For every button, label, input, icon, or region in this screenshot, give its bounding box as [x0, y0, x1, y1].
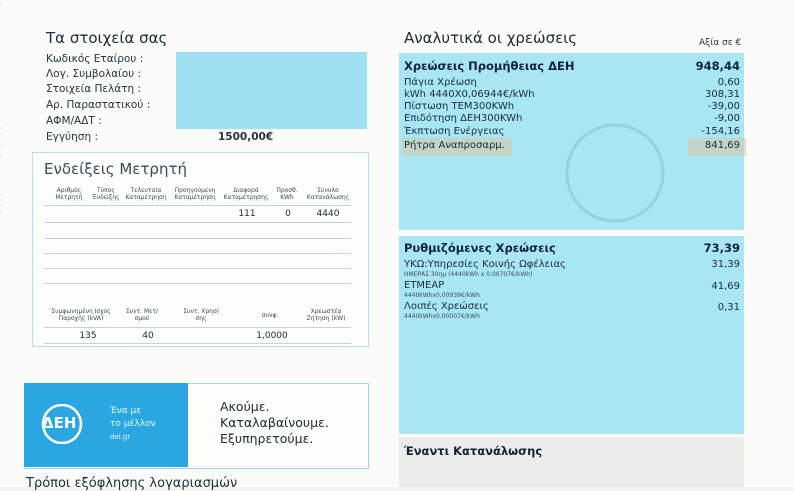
- banner-line-2: Καταλαβαίνουμε.: [220, 415, 329, 430]
- charge-value: -9,00: [714, 113, 740, 124]
- charge-label: Έκπτωση Ενέργειας: [404, 126, 505, 137]
- meter-value-total: 4440: [316, 209, 340, 219]
- field-label-deposit: Εγγύηση :: [46, 131, 98, 143]
- charge-label: ΕΤΜΕΑΡ: [404, 280, 445, 291]
- meter-header: Αριθμός Μετρητή: [55, 187, 83, 201]
- charge-value: 0,31: [717, 302, 740, 313]
- charge-value: 0,60: [717, 77, 740, 88]
- banner-site: dei.gr: [110, 433, 131, 441]
- charges-section-title: Αναλυτικά οι χρεώσεις: [404, 29, 578, 47]
- charge-value: -39,00: [707, 101, 740, 112]
- meter-value-additional: 0: [285, 209, 291, 219]
- field-label-contract: Λογ. Συμβολαίου :: [46, 68, 142, 80]
- meter-header: Προσθ. KWh: [276, 187, 298, 201]
- payment-methods-heading: Τρόποι εξόφλησης λογαριασμών: [26, 476, 238, 491]
- charge-label: Λοιπές Χρεώσεις: [404, 301, 489, 312]
- dei-watermark-icon: [560, 118, 670, 228]
- charge-label: Ρήτρα Αναπροσαρμ.: [404, 140, 505, 151]
- banner-tagline-1: Ένα με: [110, 406, 142, 416]
- meter-header: Τελευταία Καταμέτρηση: [125, 187, 167, 201]
- field-label-tax-id: ΑΦΜ/ΑΔΤ :: [46, 115, 102, 127]
- power-header: συνφ.: [261, 312, 279, 319]
- banner-tagline-2: το μέλλον: [110, 419, 156, 429]
- field-label-customer: Στοιχεία Πελάτη :: [46, 83, 142, 95]
- charge-label: kWh 4440X0,06944€/kWh: [404, 89, 535, 100]
- banner-line-1: Ακούμε.: [220, 399, 270, 414]
- charge-sublabel: 4440kWhx0,00939€/kWh: [404, 292, 480, 299]
- supply-charges-total: 948,44: [695, 59, 740, 73]
- power-value-cosphi: 1,0000: [256, 331, 288, 341]
- customer-section-title: Τα στοιχεία σας: [46, 29, 168, 47]
- charge-label: ΥΚΩ:Υπηρεσίες Κοινής Ωφέλειας: [404, 259, 566, 270]
- meter-row-line: [44, 268, 351, 269]
- charge-value: 41,69: [711, 281, 740, 292]
- charge-value: 308,31: [705, 89, 740, 100]
- meter-header: Τύπος Ένδειξης: [92, 187, 120, 201]
- field-label-document-no: Αρ. Παραστατικού :: [46, 99, 151, 111]
- side-reference-note: [0, 0, 1, 250]
- meter-section-title: Ενδείξεις Μετρητή: [44, 160, 187, 178]
- power-bottom-line: [44, 343, 351, 344]
- meter-row-line: [44, 283, 351, 284]
- charge-label: Επιδότηση ΔΕΗ300KWh: [404, 113, 523, 124]
- power-value-meter-factor: 40: [142, 331, 154, 341]
- power-header: Συντ. Χρησ/σης: [183, 308, 219, 322]
- power-header: Συμφωνημένη Ισχύς Παροχής (kVA): [51, 308, 111, 322]
- charge-value: 31,39: [711, 259, 740, 270]
- power-header: Χρεωστέα Ζήτηση (kW): [306, 308, 346, 322]
- charge-sublabel: 4440kWhx0,00007€/kWh: [404, 313, 480, 320]
- meter-header: Προηγούμενη Καταμέτρηση: [174, 187, 216, 201]
- regulated-charges-total: 73,39: [703, 241, 740, 255]
- charge-label: Πίστωση ΤΕΜ300KWh: [404, 101, 515, 112]
- field-label-partner-code: Κωδικός Εταίρου :: [46, 53, 144, 65]
- meter-header: Διαφορά Καταμέτρησης: [223, 187, 269, 201]
- banner-line-3: Εξυπηρετούμε.: [220, 431, 314, 446]
- power-divider: [44, 327, 351, 328]
- power-header: Συντ. Μετ/σμού: [125, 308, 159, 322]
- meter-value-difference: 111: [238, 209, 256, 219]
- power-value-agreed: 135: [79, 331, 97, 341]
- supply-charges-title: Χρεώσεις Προμήθειας ΔΕΗ: [404, 59, 575, 73]
- charge-value: -154,16: [701, 126, 740, 137]
- meter-row-line: [44, 222, 351, 223]
- value-header: Αξία σε €: [699, 38, 742, 48]
- regulated-charges-title: Ρυθμιζόμενες Χρεώσεις: [404, 241, 556, 255]
- meter-header: Σύνολο Κατανάλωσης: [306, 187, 350, 201]
- consumption-title: Έναντι Κατανάλωσης: [404, 444, 543, 458]
- dei-logo-text: ΔΕΗ: [42, 414, 77, 432]
- charge-sublabel: ΗΜΕΡΑΣ 30ημ (4440kWh x 0,00707€/kWh): [404, 271, 533, 278]
- redacted-customer-data: [176, 52, 367, 129]
- field-value-deposit: 1500,00€: [218, 131, 274, 143]
- charge-value: 841,69: [705, 140, 740, 151]
- meter-divider: [44, 205, 351, 206]
- charge-label: Πάγια Χρέωση: [404, 77, 477, 88]
- meter-row-line: [44, 238, 351, 239]
- meter-row-line: [44, 253, 351, 254]
